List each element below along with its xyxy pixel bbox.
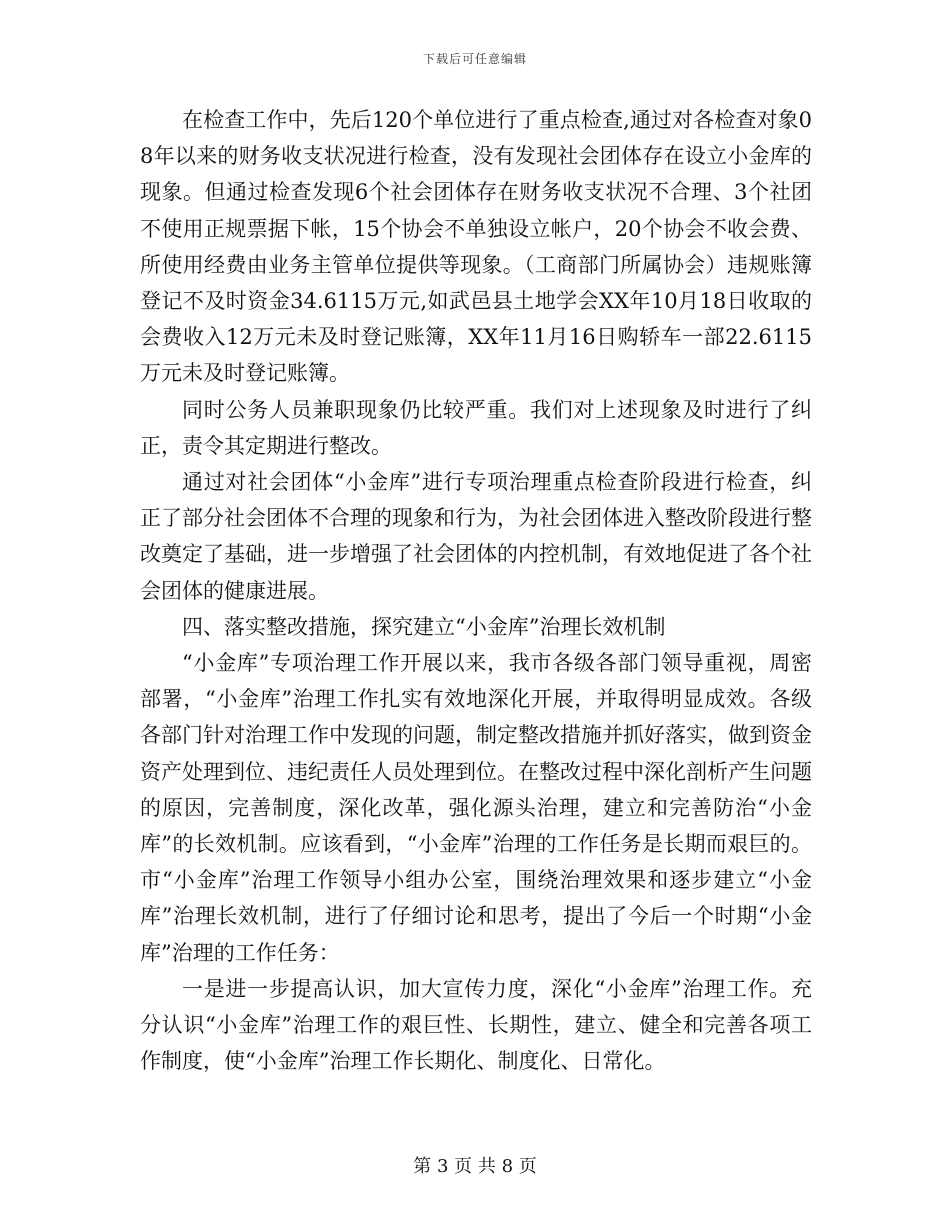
paragraph-task-one: 一是进一步提高认识，加大宣传力度，深化“小金库”治理工作。充分认识“小金库”治理工作的艰巨性、长期性，建立、健全和完善各项工作制度，使“小金库”治理工作长期化、制度化、日常化。 <box>140 976 812 1074</box>
paragraph-governance-progress: “小金库”专项治理工作开展以来，我市各级各部门领导重视，周密部署，“小金库”治理工作扎实有效地深化开展，并取得明显成效。各级各部门针对治理工作中发现的问题，制定整改措施并抓好落实，做到资金资产处理到位、违纪责任人员处理到位。在整改过程中深化剖析产生问题的原因，完善制度，深化改革，强化源头治理，建立和完善防治“小金库”的长效机制。应该看到，“小金库”治理的工作任务是长期而艰巨的。市“小金库”治理工作领导小组办公室，围绕治理效果和逐步建立“小金库”治理长效机制，进行了仔细讨论和思考，提出了今后一个时期“小金库”治理的工作任务： <box>140 651 812 965</box>
body-text <box>140 102 812 1079</box>
paragraph-part-time-officials: 同时公务人员兼职现象仍比较严重。我们对上述现象及时进行了纠正，责令其定期进行整改。 <box>140 397 812 458</box>
page-number-footer: 第 3 页 共 8 页 <box>413 1156 537 1177</box>
paragraph-inspection-summary: 通过对社会团体“小金库”进行专项治理重点检查阶段进行检查，纠正了部分社会团体不合理的现象和行为，为社会团体进入整改阶段进行整改奠定了基础，进一步增强了社会团体的内控机制，有效地促进了各个社会团体的健康进展。 <box>140 470 812 603</box>
paragraph-inspection-results: 在检查工作中，先后120个单位进行了重点检查,通过对各检查对象08年以来的财务收支状况进行检查，没有发现社会团体存在设立小金库的现象。但通过检查发现6个社会团体存在财务收支状况不合理、3个社团不使用正规票据下帐，15个协会不单独设立帐户，20个协会不收会费、所使用经费由业务主管单位提供等现象。（工商部门所属协会）违规账簿登记不及时资金34.6115万元,如武邑县土地学会XX年10月18日收取的会费收入12万元未及时登记账簿，XX年11月16日购轿车一部22.6115万元未及时登记账簿。 <box>140 108 812 386</box>
section-heading-four: 四、落实整改措施，探究建立“小金库”治理长效机制 <box>182 614 666 639</box>
header-note: 下载后可任意编辑 <box>422 52 527 66</box>
